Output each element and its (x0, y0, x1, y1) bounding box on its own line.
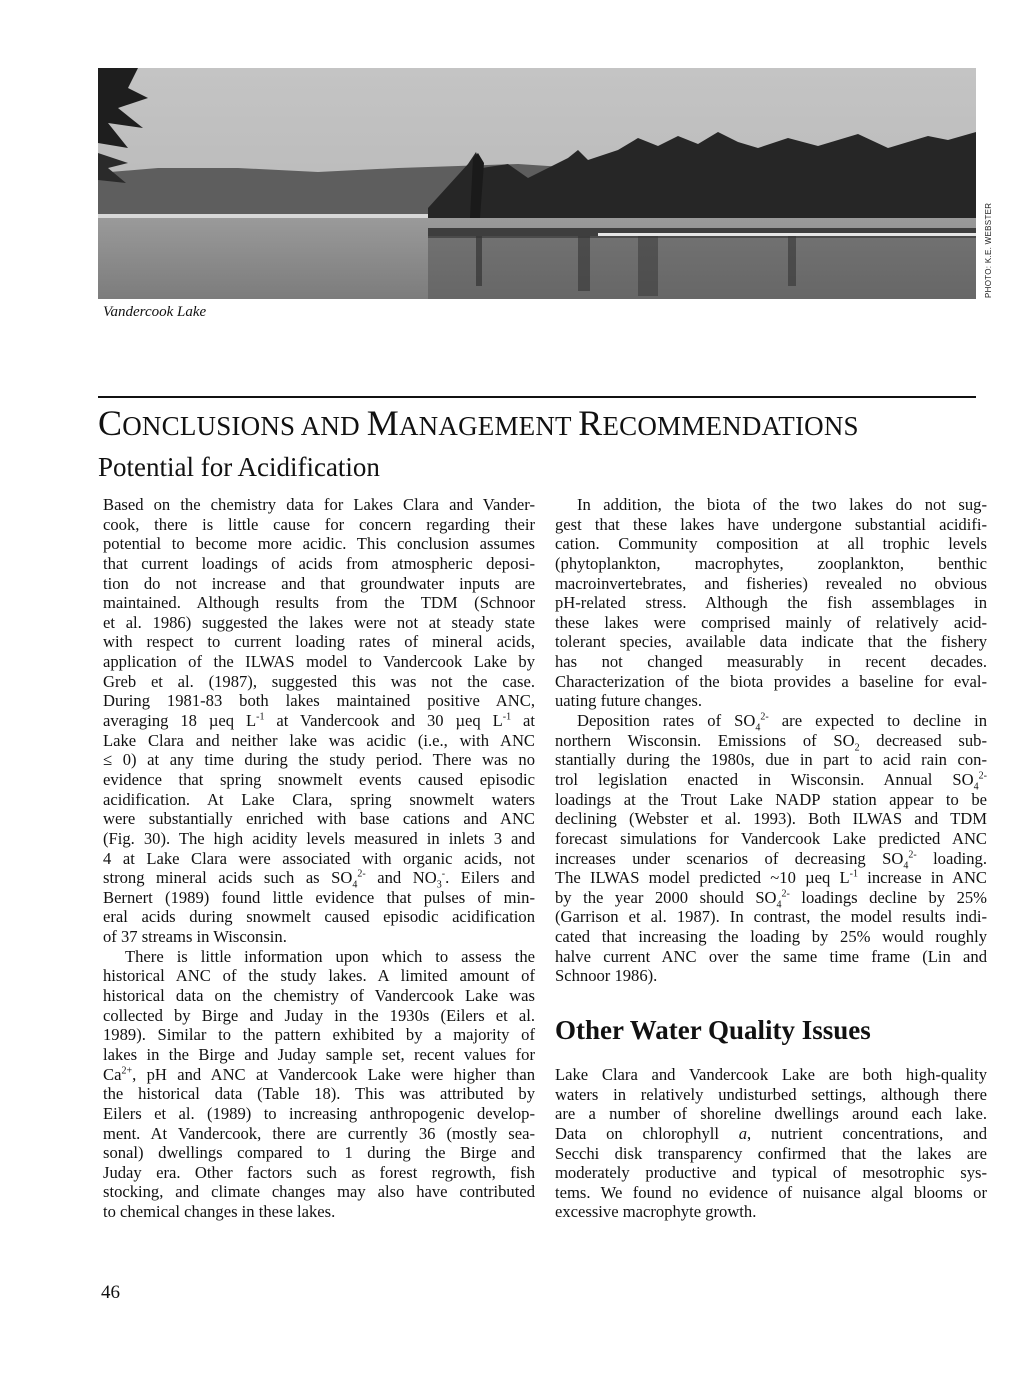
text-line: were substantially enriched with base cations and ANC (103, 809, 535, 829)
text-line: lakes in the Birge and Juday sample set, recent values for (103, 1044, 535, 1064)
text-line: to chemical changes in these lakes. (103, 1202, 336, 1222)
text-line: tolerant species, available data indicate that the fishery (555, 632, 987, 652)
left-column-text (103, 495, 535, 1222)
lake-photo (98, 68, 976, 299)
text-line: 1989). Similar to the pattern exhibited by a majority of (103, 1025, 535, 1045)
text-line: sonal) dwellings compared to 1 during the Birge and (103, 1143, 535, 1163)
text-line: of 37 streams in Wisconsin. (103, 927, 287, 947)
text-line: waters in relatively undisturbed settings, although there (555, 1084, 987, 1104)
text-line: these lakes were comprised mainly of relatively acid- (555, 612, 987, 632)
text-line: macroinvertebrates, and fisheries) revealed no obvious (555, 573, 987, 593)
text-line: are a number of shoreline dwellings around each lake. (555, 1104, 987, 1124)
text-line: historical data on the chemistry of Vandercook Lake was (103, 986, 535, 1006)
title-rule (98, 396, 976, 398)
text-line: evidence that spring snowmelt events caused episodic (103, 769, 535, 789)
text-line: Data on chlorophyll a, nutrient concentrations, and (555, 1123, 987, 1143)
text-line: Juday era. Other factors such as forest regrowth, fish (103, 1162, 535, 1182)
section-heading-water-quality: Other Water Quality Issues (555, 1015, 871, 1045)
lake-photo-illustration (98, 68, 976, 299)
text-line: loadings at the Trout Lake NADP station appear to be (555, 789, 987, 809)
text-line: excessive macrophyte growth. (555, 1202, 757, 1222)
text-line: 4 at Lake Clara were associated with organic acids, not (103, 848, 535, 868)
text-line: that current loadings of acids from atmospheric deposi- (103, 553, 535, 573)
text-line: Based on the chemistry data for Lakes Clara and Vander- (103, 495, 535, 514)
text-line: $Ca^{2+}$, pH and ANC at Vandercook Lake were higher than (103, 1064, 535, 1084)
text-line: Characterization of the biota provides a baseline for eval- (555, 671, 987, 691)
text-line: tion do not increase and that groundwater inputs are (103, 573, 535, 593)
text-line: declining (Webster et al. 1993). Both ILWAS and TDM (555, 809, 987, 829)
text-line: During 1981-83 both lakes maintained positive ANC, (103, 691, 535, 711)
text-line: forecast simulations for Vandercook Lake predicted ANC (555, 828, 987, 848)
text-line: In addition, the biota of the two lakes do not sug- (577, 495, 987, 514)
text-line: acidification. At Lake Clara, spring snowmelt waters (103, 789, 535, 809)
text-line: historical ANC of the study lakes. A limited amount of (103, 966, 535, 986)
text-line: the historical data (Table 18). This was attributed by (103, 1084, 535, 1104)
text-line: by the year 2000 should $SO_4^{2-}$ loadings decline by 25% (555, 887, 987, 911)
text-line: northern Wisconsin. Emissions of $SO_2$ decreased sub- (555, 730, 988, 753)
text-line: gest that these lakes have undergone substantial acidifi- (555, 514, 987, 534)
text-line: increases under scenarios of decreasing $SO_4^{2-}$ loading. (555, 848, 987, 871)
text-line: Eilers et al. (1989) to increasing anthropogenic develop- (103, 1103, 535, 1123)
text-line: halve current ANC over the same time frame (Lin and (555, 946, 987, 966)
text-line: (Garrison et al. 1987). In contrast, the model results indi- (555, 907, 987, 927)
text-line: application of the ILWAS model to Vandercook Lake by (103, 652, 535, 672)
text-line: cated that increasing the loading by 25% would roughly (555, 927, 987, 947)
text-line: uating future changes. (555, 691, 702, 711)
text-line: strong mineral acids such as $SO_4^{2-}$ and $NO_3^-$. Eilers and (103, 868, 535, 891)
text-line: The ILWAS model predicted ~10 µeq $L^{-1}$ increase in ANC (555, 868, 987, 888)
text-line: Secchi disk transparency confirmed that the lakes are (555, 1143, 987, 1163)
right-column-text (555, 495, 987, 986)
text-line: eral acids during snowmelt caused episodic acidification (103, 907, 535, 927)
text-line: ment. At Vandercook, there are currently 36 (mostly sea- (103, 1123, 535, 1143)
text-line: et al. 1986) suggested the lakes were not at steady state (103, 612, 535, 632)
section-heading-acidification: Potential for Acidification (98, 452, 380, 482)
text-line: (Fig. 30). The high acidity levels measured in inlets 3 and (103, 828, 535, 848)
text-line: Bernert (1989) found little evidence that pulses of min- (103, 887, 535, 907)
text-line: potential to become more acidic. This conclusion assumes (103, 534, 535, 554)
text-line: Lake Clara and Vandercook Lake are both high-quality (555, 1065, 987, 1084)
text-line: collected by Birge and Juday in the 1930s (Eilers et al. (103, 1005, 535, 1025)
text-line: with respect to current loading rates of mineral acids, (103, 632, 535, 652)
text-line: averaging 18 µeq $L^{-1}$ at Vandercook and 30 µeq $L^{-1}$ at (103, 711, 535, 731)
page-title: CONCLUSIONS AND MANAGEMENT RECOMMENDATIONS (98, 403, 859, 443)
text-line: stocking, and climate changes may also have contributed (103, 1182, 535, 1202)
water-quality-text (555, 1065, 987, 1222)
text-line: There is little information upon which to assess the (125, 946, 535, 966)
photo-caption: Vandercook Lake (103, 304, 207, 320)
text-line: (phytoplankton, macrophytes, zooplankton, benthic (555, 553, 987, 573)
text-line: has not changed measurably in recent decades. (555, 652, 987, 672)
text-line: stantially during the 1980s, due in part to acid rain con- (555, 750, 987, 770)
page-number: 46 (101, 1282, 120, 1303)
text-line: Greb et al. (1987), suggested this was not the case. (103, 671, 535, 691)
photo-credit: PHOTO: K.E. WEBSTER (984, 202, 993, 298)
text-line: moderately productive and typical of mesotrophic sys- (555, 1163, 987, 1183)
text-line: cook, there is little cause for concern regarding their (103, 514, 535, 534)
text-line: tems. We found no evidence of nuisance algal blooms or (555, 1182, 987, 1202)
text-line: Schnoor 1986). (555, 966, 658, 986)
text-line: cation. Community composition at all trophic levels (555, 534, 987, 554)
text-line: Deposition rates of $SO_4^{2-}$ are expected to decline in (577, 711, 987, 734)
text-line: maintained. Although results from the TDM (Schnoor (103, 593, 535, 613)
text-line: ≤ 0) at any time during the study period. There was no (103, 750, 535, 770)
text-line: pH-related stress. Although the fish assemblages in (555, 593, 987, 613)
text-line: Lake Clara and neither lake was acidic (i.e., with ANC (103, 730, 535, 750)
text-line: trol legislation enacted in Wisconsin. Annual $SO_4^{2-}$ (555, 769, 987, 793)
